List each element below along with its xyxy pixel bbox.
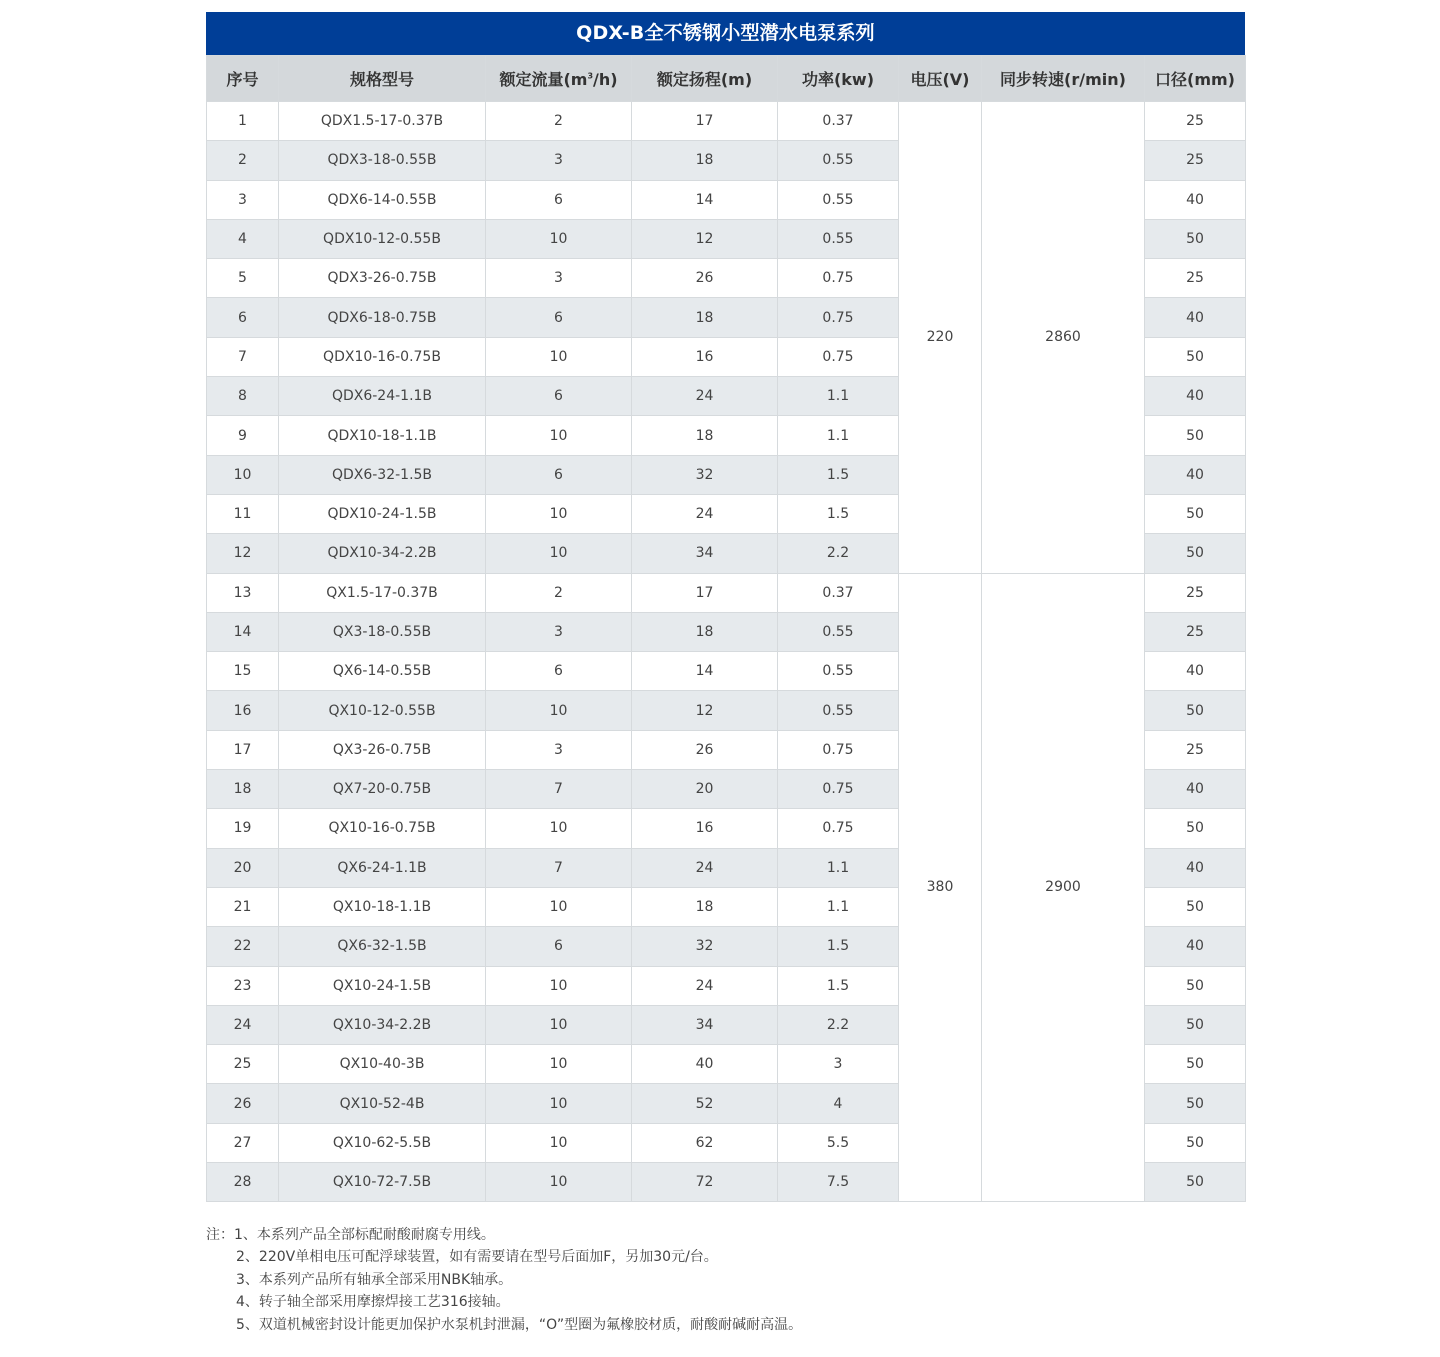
cell-model: QX10-72-7.5B <box>279 1163 486 1202</box>
cell-power: 2.2 <box>778 534 899 573</box>
note-line <box>206 1314 802 1336</box>
cell-seq: 17 <box>207 730 279 769</box>
cell-model: QX7-20-0.75B <box>279 770 486 809</box>
cell-flow: 3 <box>486 259 632 298</box>
cell-model: QDX6-14-0.55B <box>279 180 486 219</box>
cell-head: 34 <box>632 534 778 573</box>
cell-seq: 11 <box>207 494 279 533</box>
cell-seq: 13 <box>207 573 279 612</box>
cell-flow: 3 <box>486 141 632 180</box>
cell-head: 40 <box>632 1045 778 1084</box>
cell-caliber: 40 <box>1145 927 1246 966</box>
table-body <box>207 102 1246 1202</box>
cell-caliber: 25 <box>1145 259 1246 298</box>
cell-seq: 6 <box>207 298 279 337</box>
cell-speed: 2900 <box>982 573 1145 1202</box>
cell-flow: 10 <box>486 887 632 926</box>
cell-seq: 23 <box>207 966 279 1005</box>
cell-head: 17 <box>632 573 778 612</box>
table-header-row <box>207 56 1246 102</box>
cell-caliber: 25 <box>1145 141 1246 180</box>
cell-seq: 12 <box>207 534 279 573</box>
cell-power: 0.55 <box>778 141 899 180</box>
cell-model: QX1.5-17-0.37B <box>279 573 486 612</box>
cell-model: QDX10-18-1.1B <box>279 416 486 455</box>
cell-seq: 20 <box>207 848 279 887</box>
cell-head: 26 <box>632 730 778 769</box>
cell-voltage: 380 <box>899 573 982 1202</box>
table-row <box>207 102 1246 141</box>
cell-model: QX10-40-3B <box>279 1045 486 1084</box>
cell-seq: 28 <box>207 1163 279 1202</box>
cell-caliber: 50 <box>1145 1005 1246 1044</box>
notes-section <box>206 1224 802 1336</box>
cell-flow: 6 <box>486 298 632 337</box>
cell-flow: 3 <box>486 612 632 651</box>
header-seq: 序号 <box>207 56 279 102</box>
cell-caliber: 50 <box>1145 809 1246 848</box>
cell-power: 5.5 <box>778 1123 899 1162</box>
header-flow-sup: 3 <box>587 71 594 81</box>
cell-head: 18 <box>632 612 778 651</box>
cell-model: QX10-16-0.75B <box>279 809 486 848</box>
cell-caliber: 50 <box>1145 1084 1246 1123</box>
header-flow-text: 额定流量(m <box>499 70 588 89</box>
cell-caliber: 40 <box>1145 455 1246 494</box>
cell-power: 0.37 <box>778 102 899 141</box>
cell-flow: 10 <box>486 1045 632 1084</box>
cell-seq: 25 <box>207 1045 279 1084</box>
cell-power: 0.55 <box>778 180 899 219</box>
cell-caliber: 50 <box>1145 887 1246 926</box>
cell-flow: 10 <box>486 966 632 1005</box>
cell-caliber: 50 <box>1145 494 1246 533</box>
cell-model: QDX3-26-0.75B <box>279 259 486 298</box>
cell-power: 1.5 <box>778 927 899 966</box>
cell-head: 34 <box>632 1005 778 1044</box>
cell-power: 1.1 <box>778 887 899 926</box>
note-item: 1、本系列产品全部标配耐酸耐腐专用线。 <box>234 1227 495 1243</box>
cell-seq: 24 <box>207 1005 279 1044</box>
cell-seq: 5 <box>207 259 279 298</box>
cell-model: QDX6-18-0.75B <box>279 298 486 337</box>
cell-flow: 10 <box>486 809 632 848</box>
cell-caliber: 50 <box>1145 1123 1246 1162</box>
cell-power: 3 <box>778 1045 899 1084</box>
cell-head: 12 <box>632 219 778 258</box>
cell-seq: 18 <box>207 770 279 809</box>
note-line <box>206 1246 802 1268</box>
cell-caliber: 50 <box>1145 534 1246 573</box>
cell-head: 24 <box>632 848 778 887</box>
cell-model: QX10-52-4B <box>279 1084 486 1123</box>
pump-spec-table-container <box>206 12 1245 1202</box>
cell-power: 1.1 <box>778 416 899 455</box>
cell-seq: 21 <box>207 887 279 926</box>
cell-head: 18 <box>632 298 778 337</box>
cell-flow: 10 <box>486 337 632 376</box>
cell-power: 0.75 <box>778 730 899 769</box>
header-head: 额定扬程(m) <box>632 56 778 102</box>
note-item: 3、本系列产品所有轴承全部采用NBK轴承。 <box>236 1271 513 1288</box>
cell-power: 2.2 <box>778 1005 899 1044</box>
cell-caliber: 50 <box>1145 1045 1246 1084</box>
cell-power: 1.1 <box>778 377 899 416</box>
cell-flow: 10 <box>486 691 632 730</box>
cell-model: QX6-24-1.1B <box>279 848 486 887</box>
cell-model: QX10-34-2.2B <box>279 1005 486 1044</box>
cell-model: QX6-32-1.5B <box>279 927 486 966</box>
cell-seq: 3 <box>207 180 279 219</box>
cell-model: QDX10-24-1.5B <box>279 494 486 533</box>
header-speed: 同步转速(r/min) <box>982 56 1145 102</box>
cell-flow: 10 <box>486 534 632 573</box>
cell-seq: 15 <box>207 652 279 691</box>
cell-head: 32 <box>632 455 778 494</box>
cell-power: 0.75 <box>778 298 899 337</box>
cell-flow: 6 <box>486 377 632 416</box>
cell-speed: 2860 <box>982 102 1145 574</box>
header-power: 功率(kw) <box>778 56 899 102</box>
cell-caliber: 50 <box>1145 691 1246 730</box>
cell-seq: 22 <box>207 927 279 966</box>
cell-power: 1.5 <box>778 966 899 1005</box>
cell-model: QX10-62-5.5B <box>279 1123 486 1162</box>
cell-model: QDX6-24-1.1B <box>279 377 486 416</box>
cell-caliber: 40 <box>1145 848 1246 887</box>
cell-seq: 19 <box>207 809 279 848</box>
cell-seq: 14 <box>207 612 279 651</box>
cell-flow: 10 <box>486 219 632 258</box>
cell-voltage: 220 <box>899 102 982 574</box>
header-voltage: 电压(V) <box>899 56 982 102</box>
cell-seq: 4 <box>207 219 279 258</box>
pump-spec-table <box>206 55 1246 1202</box>
note-line <box>206 1291 802 1313</box>
cell-head: 20 <box>632 770 778 809</box>
cell-power: 0.55 <box>778 652 899 691</box>
cell-seq: 2 <box>207 141 279 180</box>
cell-caliber: 40 <box>1145 298 1246 337</box>
cell-model: QX10-24-1.5B <box>279 966 486 1005</box>
cell-power: 0.55 <box>778 219 899 258</box>
cell-head: 62 <box>632 1123 778 1162</box>
cell-caliber: 40 <box>1145 377 1246 416</box>
notes-prefix: 注： <box>206 1227 234 1243</box>
cell-head: 24 <box>632 966 778 1005</box>
cell-flow: 7 <box>486 848 632 887</box>
header-flow <box>486 56 632 102</box>
cell-flow: 10 <box>486 1084 632 1123</box>
cell-model: QDX10-34-2.2B <box>279 534 486 573</box>
cell-head: 17 <box>632 102 778 141</box>
cell-head: 14 <box>632 652 778 691</box>
cell-flow: 10 <box>486 416 632 455</box>
cell-head: 32 <box>632 927 778 966</box>
cell-seq: 16 <box>207 691 279 730</box>
cell-model: QDX6-32-1.5B <box>279 455 486 494</box>
cell-head: 12 <box>632 691 778 730</box>
header-model: 规格型号 <box>279 56 486 102</box>
cell-head: 24 <box>632 377 778 416</box>
cell-power: 0.75 <box>778 259 899 298</box>
table-row <box>207 573 1246 612</box>
cell-model: QX3-18-0.55B <box>279 612 486 651</box>
cell-model: QX6-14-0.55B <box>279 652 486 691</box>
cell-flow: 10 <box>486 1123 632 1162</box>
cell-flow: 10 <box>486 1005 632 1044</box>
header-caliber: 口径(mm) <box>1145 56 1246 102</box>
cell-caliber: 25 <box>1145 102 1246 141</box>
cell-model: QX10-18-1.1B <box>279 887 486 926</box>
cell-model: QDX3-18-0.55B <box>279 141 486 180</box>
cell-power: 1.1 <box>778 848 899 887</box>
cell-caliber: 40 <box>1145 652 1246 691</box>
cell-flow: 2 <box>486 573 632 612</box>
cell-head: 18 <box>632 887 778 926</box>
cell-seq: 1 <box>207 102 279 141</box>
cell-seq: 26 <box>207 1084 279 1123</box>
cell-flow: 10 <box>486 1163 632 1202</box>
cell-seq: 9 <box>207 416 279 455</box>
cell-model: QDX10-12-0.55B <box>279 219 486 258</box>
cell-seq: 10 <box>207 455 279 494</box>
cell-head: 18 <box>632 141 778 180</box>
cell-flow: 6 <box>486 927 632 966</box>
cell-caliber: 40 <box>1145 180 1246 219</box>
cell-power: 0.37 <box>778 573 899 612</box>
cell-caliber: 50 <box>1145 966 1246 1005</box>
cell-caliber: 50 <box>1145 416 1246 455</box>
cell-model: QX3-26-0.75B <box>279 730 486 769</box>
cell-seq: 8 <box>207 377 279 416</box>
cell-caliber: 50 <box>1145 219 1246 258</box>
cell-caliber: 50 <box>1145 1163 1246 1202</box>
note-line <box>206 1269 802 1291</box>
cell-flow: 10 <box>486 494 632 533</box>
cell-model: QDX10-16-0.75B <box>279 337 486 376</box>
cell-model: QX10-12-0.55B <box>279 691 486 730</box>
cell-head: 18 <box>632 416 778 455</box>
note-item: 5、双道机械密封设计能更加保护水泵机封泄漏，“O”型圈为氟橡胶材质，耐酸耐碱耐高温。 <box>236 1316 803 1333</box>
cell-power: 0.75 <box>778 809 899 848</box>
cell-seq: 7 <box>207 337 279 376</box>
cell-head: 24 <box>632 494 778 533</box>
cell-caliber: 40 <box>1145 770 1246 809</box>
header-flow-unit: /h) <box>593 70 618 89</box>
cell-power: 0.55 <box>778 612 899 651</box>
cell-power: 4 <box>778 1084 899 1123</box>
cell-power: 0.75 <box>778 337 899 376</box>
cell-seq: 27 <box>207 1123 279 1162</box>
cell-power: 0.55 <box>778 691 899 730</box>
cell-head: 52 <box>632 1084 778 1123</box>
cell-power: 7.5 <box>778 1163 899 1202</box>
cell-head: 16 <box>632 337 778 376</box>
note-item: 2、220V单相电压可配浮球装置，如有需要请在型号后面加F，另加30元/台。 <box>236 1249 718 1266</box>
cell-flow: 6 <box>486 652 632 691</box>
cell-caliber: 25 <box>1145 573 1246 612</box>
cell-flow: 3 <box>486 730 632 769</box>
cell-flow: 6 <box>486 180 632 219</box>
cell-model: QDX1.5-17-0.37B <box>279 102 486 141</box>
cell-head: 14 <box>632 180 778 219</box>
cell-caliber: 25 <box>1145 730 1246 769</box>
note-item: 4、转子轴全部采用摩擦焊接工艺316接轴。 <box>236 1294 510 1311</box>
cell-flow: 2 <box>486 102 632 141</box>
cell-head: 26 <box>632 259 778 298</box>
cell-caliber: 50 <box>1145 337 1246 376</box>
cell-flow: 7 <box>486 770 632 809</box>
cell-power: 1.5 <box>778 455 899 494</box>
cell-head: 16 <box>632 809 778 848</box>
cell-power: 0.75 <box>778 770 899 809</box>
table-title: QDX-B全不锈钢小型潜水电泵系列 <box>206 12 1245 55</box>
note-line <box>206 1224 802 1246</box>
cell-head: 72 <box>632 1163 778 1202</box>
cell-flow: 6 <box>486 455 632 494</box>
cell-power: 1.5 <box>778 494 899 533</box>
cell-caliber: 25 <box>1145 612 1246 651</box>
